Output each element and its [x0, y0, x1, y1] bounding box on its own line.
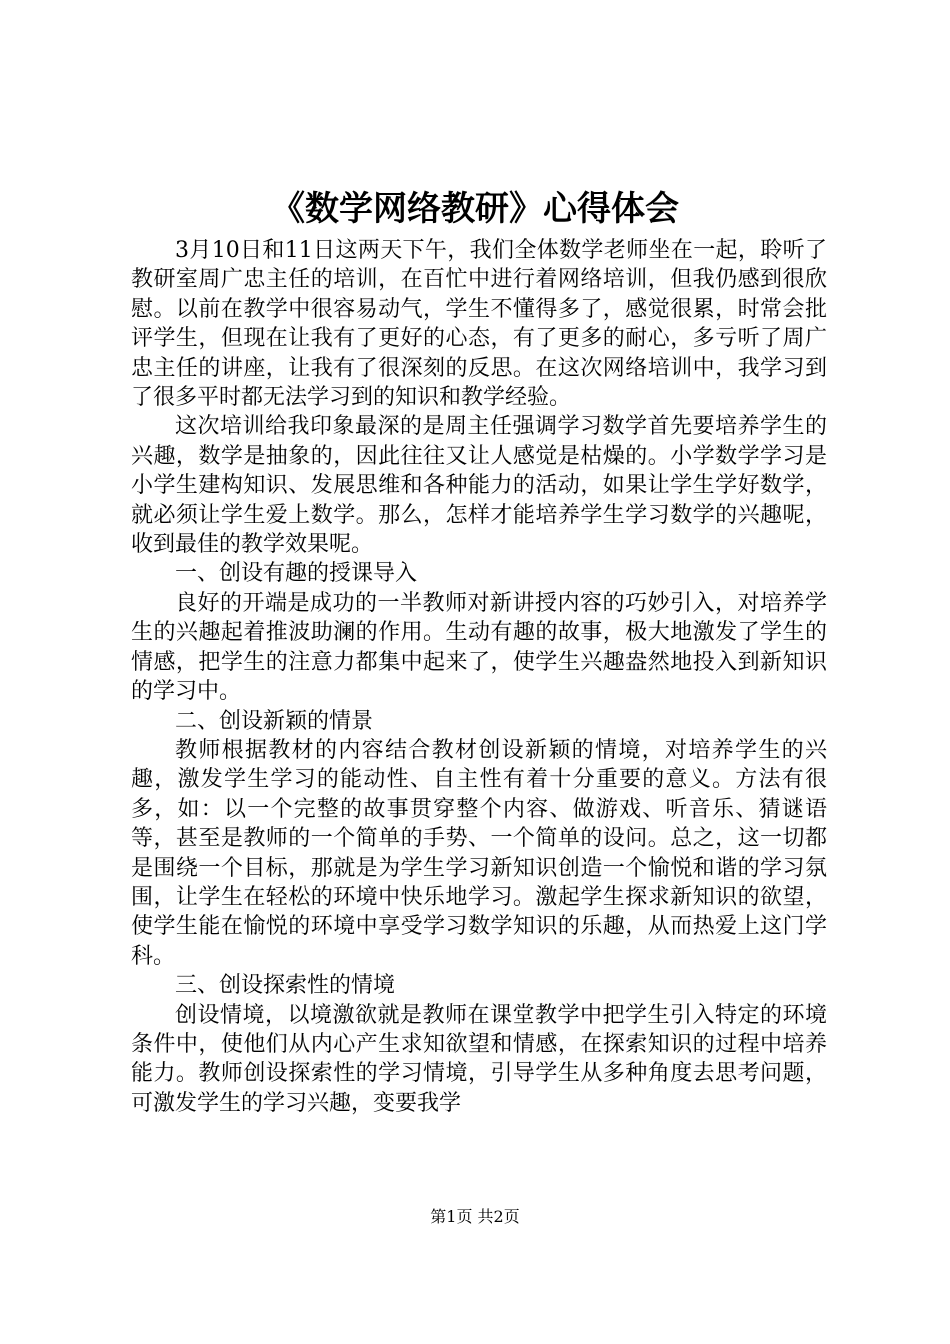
document-title: 《数学网络教研》心得体会 — [271, 189, 679, 229]
section-heading: 一、创设有趣的授课导入 — [175, 561, 418, 587]
paragraph: 这次培训给我印象最深的是周主任强调学习数学首先要培养学生的兴趣，数学是抽象的，因此往往又让人感觉是枯燥的。小学数学学习是小学生建构知识、发展思维和各种能力的活动，如果让学生学好数学，就必须让学生爱上数学。那么，怎样才能培养学生学习数学的兴趣呢，收到最佳的教学效果呢。 — [131, 414, 827, 558]
page-footer: 第1页 共2页 — [430, 1207, 520, 1226]
paragraph: 3月10日和11日这两天下午，我们全体数学老师坐在一起，聆听了教研室周广忠主任的培训，在百忙中进行着网络培训，但我仍感到很欣慰。以前在教学中很容易动气，学生不懂得多了，感觉很累，时常会批评学生，但现在让我有了更好的心态，有了更多的耐心，多亏听了周广忠主任的讲座，让我有了很深刻的反思。在这次网络培训中，我学习到了很多平时都无法学习到的知识和教学经验。 — [131, 238, 827, 411]
document-body — [131, 236, 827, 1118]
section-heading: 三、创设探索性的情境 — [175, 973, 396, 999]
paragraph: 良好的开端是成功的一半教师对新讲授内容的巧妙引入，对培养学生的兴趣起着推波助澜的作用。生动有趣的故事，极大地激发了学生的情感，把学生的注意力都集中起来了，使学生兴趣盎然地投入到新知识的学习中。 — [131, 590, 827, 705]
paragraph: 教师根据教材的内容结合教材创设新颖的情境，对培养学生的兴趣，激发学生学习的能动性、自主性有着十分重要的意义。方法有很多，如：以一个完整的故事贯穿整个内容、做游戏、听音乐、猜谜语等，甚至是教师的一个简单的手势、一个简单的设问。总之，这一切都是围绕一个目标，那就是为学生学习新知识创造一个愉悦和谐的学习氛围，让学生在轻松的环境中快乐地学习。激起学生探求新知识的欲望，使学生能在愉悦的环境中享受学习数学知识的乐趣，从而热爱上这门学科。 — [131, 737, 827, 969]
section-heading: 二、创设新颖的情景 — [175, 708, 374, 734]
paragraph: 创设情境，以境激欲就是教师在课堂教学中把学生引入特定的环境条件中，使他们从内心产生求知欲望和情感，在探索知识的过程中培养能力。教师创设探索性的学习情境，引导学生从多种角度去思考问题，可激发学生的学习兴趣，变要我学 — [131, 1002, 827, 1116]
